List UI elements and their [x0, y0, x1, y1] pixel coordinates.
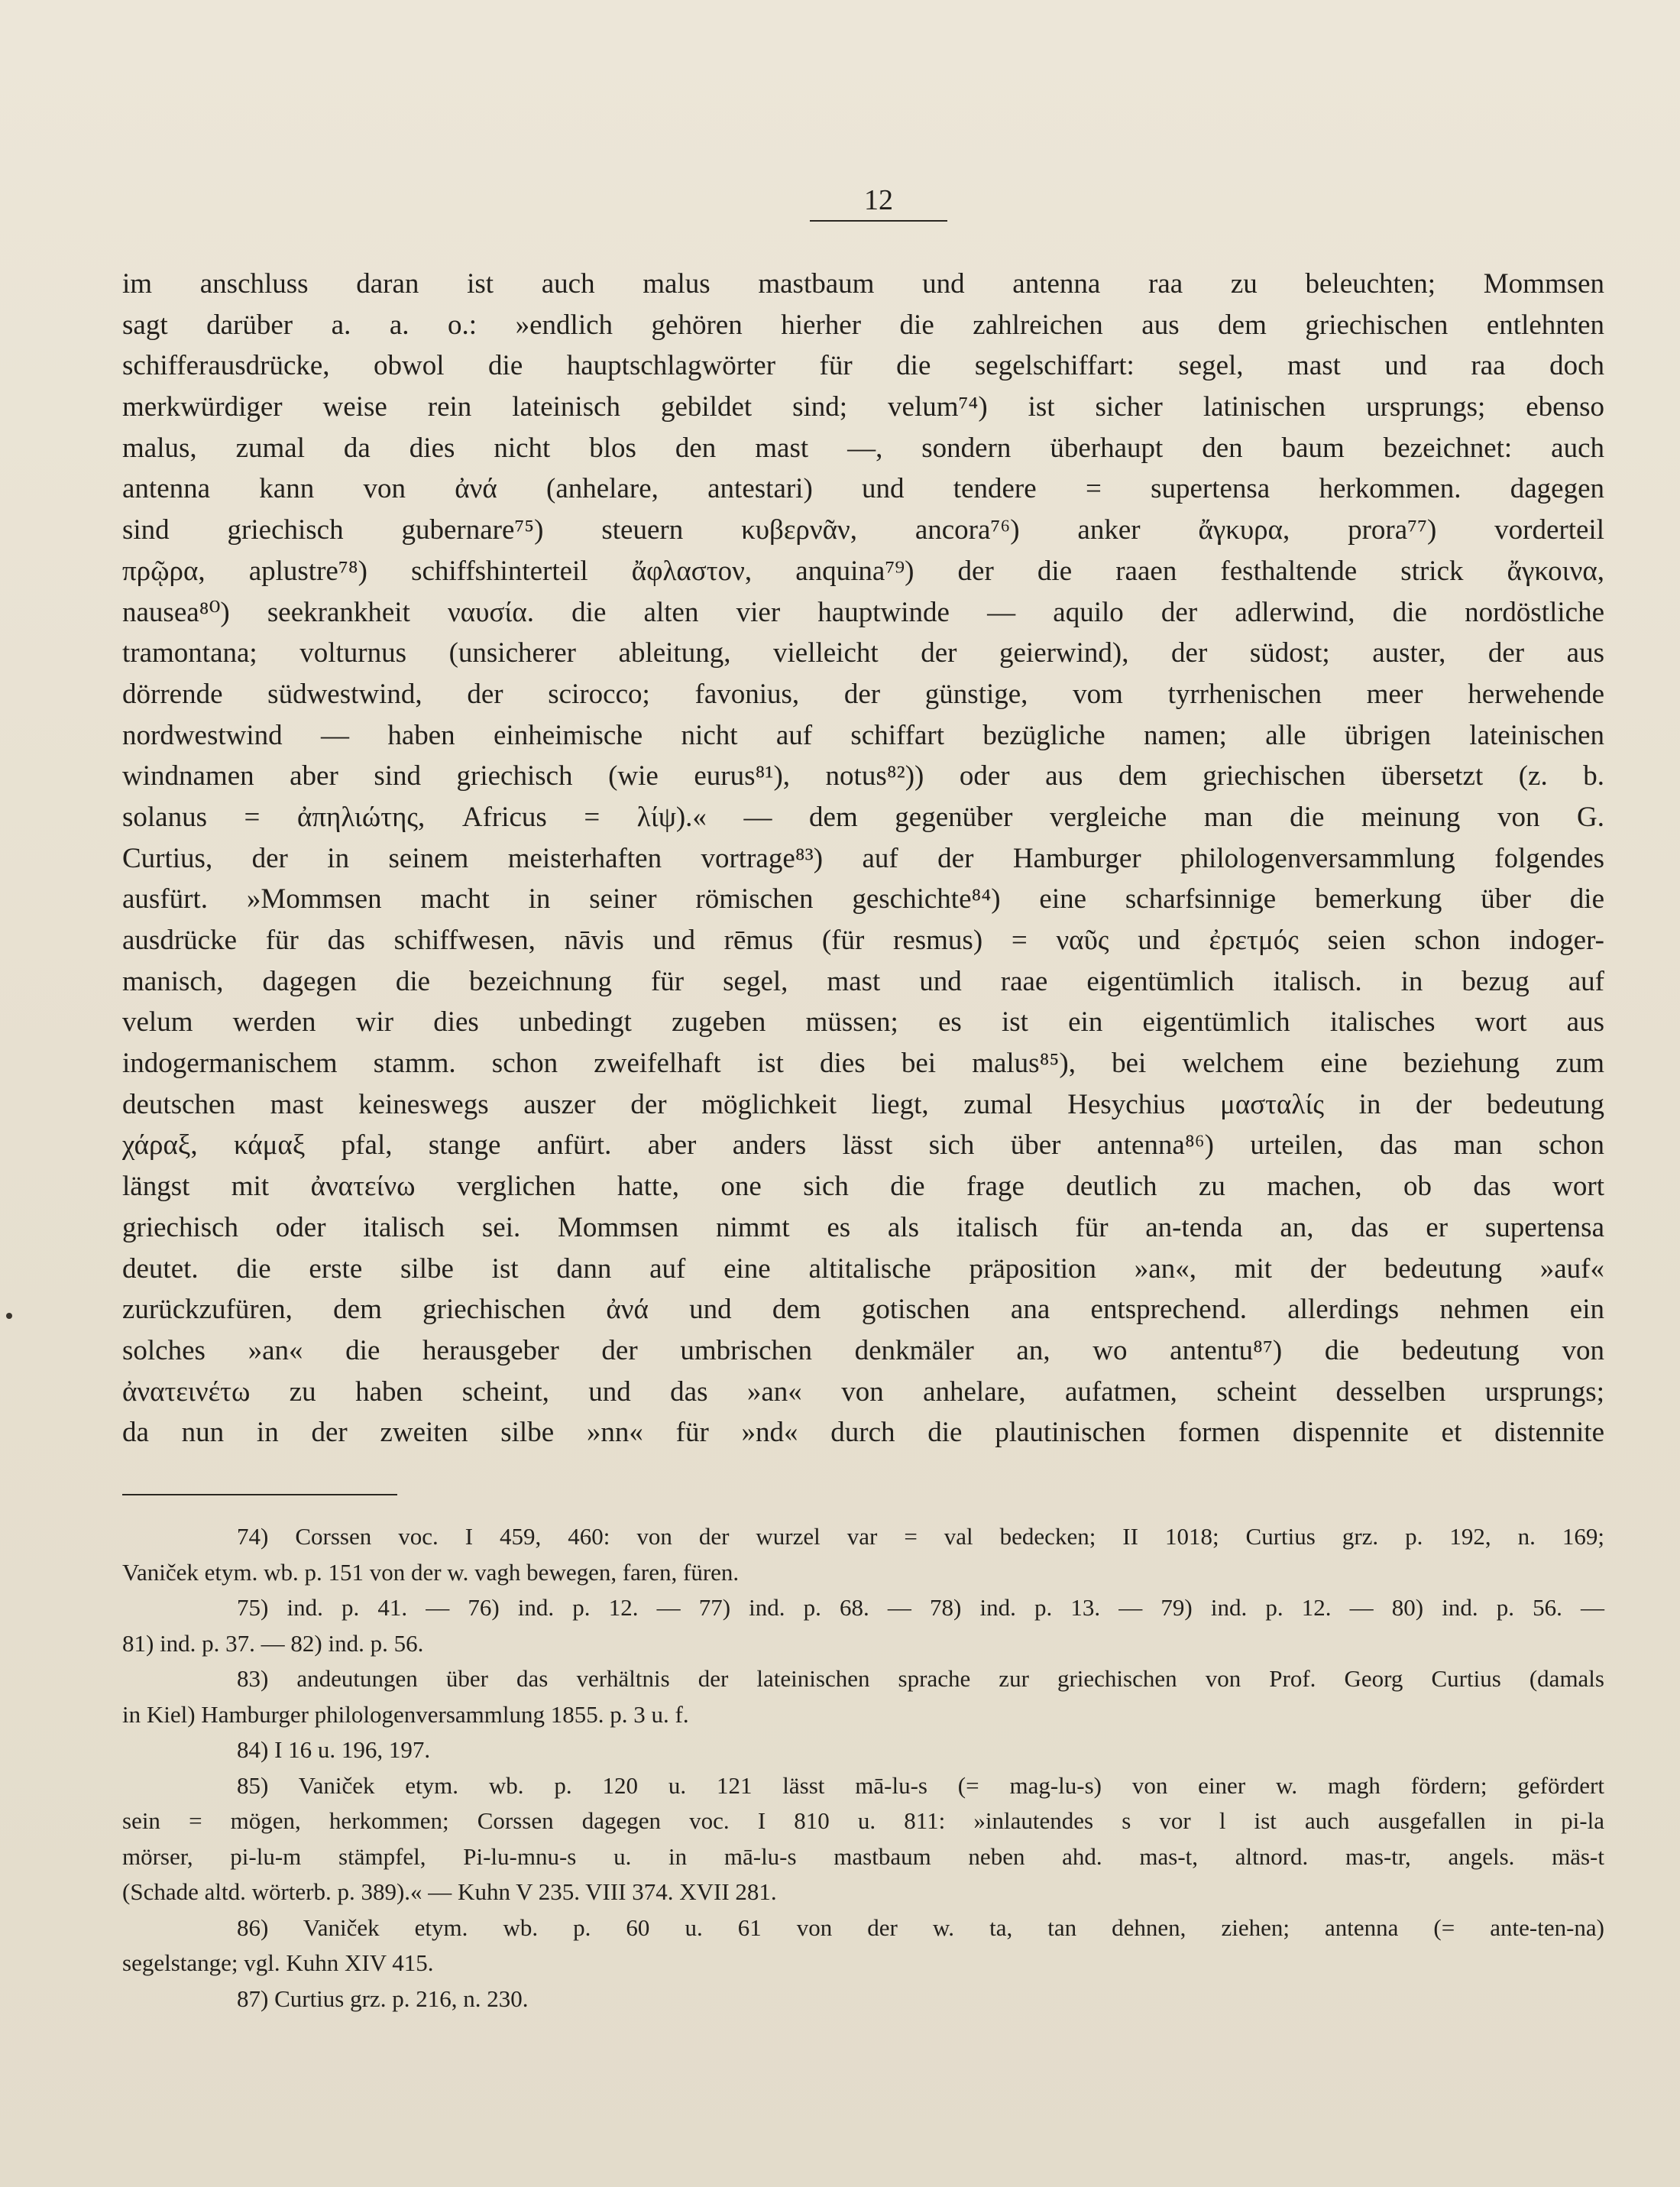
- body-line: solanus = ἀπηλιώτης, Africus = λίψ).« — dem gegenüber vergleiche man die meinung von G.: [122, 801, 1604, 833]
- body-line: windnamen aber sind griechisch (wie eurus⁸¹), notus⁸²)) oder aus dem griechischen übersetzt (z. b.: [122, 760, 1604, 792]
- footnote-line: 75) ind. p. 41. — 76) ind. p. 12. — 77) ind. p. 68. — 78) ind. p. 13. — 79) ind. p. 12. — 80) ind. p. 56. —: [237, 1594, 1604, 1621]
- body-line: deutschen mast keineswegs auszer der möglichkeit liegt, zumal Hesychius μασταλίς in der bedeutung: [122, 1088, 1604, 1120]
- body-line: sind griechisch gubernare⁷⁵) steuern κυβερνᾶν, ancora⁷⁶) anker ἄγκυρα, prora⁷⁷) vorderteil: [122, 514, 1604, 546]
- footnote-line: 87) Curtius grz. p. 216, n. 230.: [237, 1985, 529, 2012]
- body-line: deutet. die erste silbe ist dann auf eine altitalische präposition »an«, mit der bedeutung »auf«: [122, 1252, 1604, 1285]
- body-line: indogermanischem stamm. schon zweifelhaft ist dies bei malus⁸⁵), bei welchem eine beziehung zum: [122, 1048, 1604, 1080]
- body-line: im anschluss daran ist auch malus mastbaum und antenna raa zu beleuchten; Mommsen: [122, 268, 1604, 300]
- body-line: ἀνατεινέτω zu haben scheint, und das »an« von anhelare, aufatmen, scheint desselben ursprungs;: [122, 1375, 1604, 1408]
- body-line: solches »an« die herausgeber der umbrischen denkmäler an, wo antentu⁸⁷) die bedeutung von: [122, 1334, 1604, 1366]
- footnote-line: 86) Vaniček etym. wb. p. 60 u. 61 von der w. ta, tan dehnen, ziehen; antenna (= ante-ten-na): [237, 1913, 1604, 1941]
- body-line: zurückzufüren, dem griechischen ἀνά und dem gotischen ana entsprechend. allerdings nehmen ein: [122, 1294, 1604, 1326]
- body-line: schifferausdrücke, obwol die hauptschlagwörter für die segelschiffart: segel, mast und raa doch: [122, 350, 1604, 382]
- body-line: längst mit ἀνατείνω verglichen hatte, one sich die frage deutlich zu machen, ob das wort: [122, 1171, 1604, 1203]
- body-line: nausea⁸⁰) seekrankheit ναυσία. die alten vier hauptwinde — aquilo der adlerwind, die nordöstliche: [122, 596, 1604, 628]
- footnote-line: in Kiel) Hamburger philologenversammlung 1855. p. 3 u. f.: [122, 1700, 689, 1728]
- footnote-line: 74) Corssen voc. I 459, 460: von der wurzel var = val bedecken; II 1018; Curtius grz. p. 192, n. 169;: [237, 1523, 1604, 1550]
- footnote-line: 84) I 16 u. 196, 197.: [237, 1736, 431, 1763]
- body-line: sagt darüber a. a. o.: »endlich gehören hierher die zahlreichen aus dem griechischen entlehnten: [122, 309, 1604, 341]
- body-line: velum werden wir dies unbedingt zugeben müssen; es ist ein eigentümlich italisches wort aus: [122, 1006, 1604, 1038]
- body-line: ausfürt. »Mommsen macht in seiner römischen geschichte⁸⁴) eine scharfsinnige bemerkung über die: [122, 883, 1604, 915]
- footnote-line: 81) ind. p. 37. — 82) ind. p. 56.: [122, 1629, 424, 1657]
- margin-mark: [6, 1313, 12, 1319]
- body-line: dörrende südwestwind, der scirocco; favonius, der günstige, vom tyrrhenischen meer herwehende: [122, 678, 1604, 710]
- body-line: tramontana; volturnus (unsicherer ableitung, vielleicht der geierwind), der südost; auster, der aus: [122, 637, 1604, 669]
- body-line: ausdrücke für das schiffwesen, nāvis und rēmus (für resmus) = ναῦς und ἐρετμός seien schon indoger-: [122, 925, 1604, 956]
- body-line: nordwestwind — haben einheimische nicht auf schiffart bezügliche namen; alle übrigen lateinischen: [122, 719, 1604, 751]
- body-line: merkwürdiger weise rein lateinisch gebildet sind; velum⁷⁴) ist sicher latinischen ursprungs; ebenso: [122, 391, 1604, 423]
- body-line: manisch, dagegen die bezeichnung für segel, mast und raae eigentümlich italisch. in bezug auf: [122, 965, 1604, 997]
- body-line: malus, zumal da dies nicht blos den mast —, sondern überhaupt den baum bezeichnet: auch: [122, 432, 1604, 464]
- footnote-line: 83) andeutungen über das verhältnis der lateinischen sprache zur griechischen von Prof. Georg Curtius (damals: [237, 1665, 1604, 1692]
- body-text: [122, 264, 1604, 1453]
- body-line: χάραξ, κάμαξ pfal, stange anfürt. aber anders lässt sich über antenna⁸⁶) urteilen, das man schon: [122, 1129, 1604, 1162]
- footnote-line: mörser, pi-lu-m stämpfel, Pi-lu-mnu-s u. in mā-lu-s mastbaum neben ahd. mas-t, altnord. mas-tr, angels. mäs-t: [122, 1842, 1604, 1870]
- body-line: griechisch oder italisch sei. Mommsen nimmt es als italisch für an-tenda an, das er supertensa: [122, 1211, 1604, 1243]
- body-line: πρῷρα, aplustre⁷⁸) schiffshinterteil ἄφλαστον, anquina⁷⁹) der die raaen festhaltende strick ἄγκοινα,: [122, 555, 1604, 587]
- body-line: Curtius, der in seinem meisterhaften vortrage⁸³) auf der Hamburger philologenversammlung folgendes: [122, 842, 1604, 874]
- footnote-line: sein = mögen, herkommen; Corssen dagegen voc. I 810 u. 811: »inlautendes s vor l ist auch ausgefallen in pi-la: [122, 1807, 1604, 1834]
- footnote-line: (Schade altd. wörterb. p. 389).« — Kuhn V 235. VIII 374. XVII 281.: [122, 1878, 777, 1905]
- footnote-line: segelstange; vgl. Kuhn XIV 415.: [122, 1949, 434, 1976]
- footnote-divider: [122, 1494, 397, 1495]
- footnotes: [122, 1519, 1604, 2017]
- page-number: 12: [810, 183, 947, 222]
- body-line: antenna kann von ἀνά (anhelare, antestari) und tendere = supertensa herkommen. dagegen: [122, 473, 1604, 505]
- footnote-line: Vaniček etym. wb. p. 151 von der w. vagh bewegen, faren, füren.: [122, 1558, 740, 1586]
- footnote-line: 85) Vaniček etym. wb. p. 120 u. 121 lässt mā-lu-s (= mag-lu-s) von einer w. magh fördern; gefördert: [237, 1771, 1604, 1799]
- body-line: da nun in der zweiten silbe »nn« für »nd« durch die plautinischen formen dispennite et distennite: [122, 1417, 1604, 1449]
